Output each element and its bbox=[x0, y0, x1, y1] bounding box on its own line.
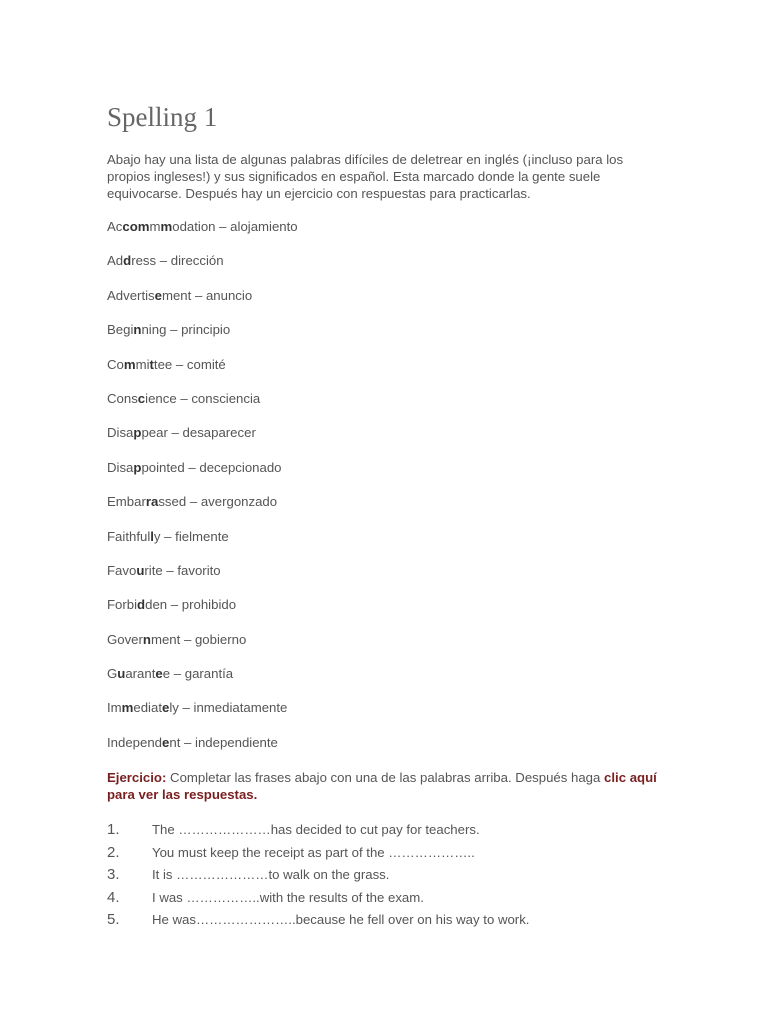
exercise-instructions: Completar las frases abajo con una de las palabras arriba. Después haga bbox=[166, 770, 605, 785]
word-item bbox=[107, 699, 298, 733]
exercise-label: Ejercicio: bbox=[107, 770, 167, 785]
question-text: I was ……………..with the results of the exam. bbox=[152, 889, 424, 905]
question-text: It is …………………to walk on the grass. bbox=[152, 867, 390, 883]
english-word bbox=[107, 460, 185, 475]
spanish-meaning: – desaparecer bbox=[167, 425, 256, 441]
word-fragment: ress bbox=[131, 253, 157, 269]
highlighted-letters: ra bbox=[145, 494, 159, 510]
question-number: 3. bbox=[107, 866, 120, 884]
word-fragment: mi bbox=[135, 356, 150, 372]
word-item bbox=[107, 631, 298, 665]
question-item bbox=[107, 910, 529, 933]
spanish-meaning: – garantía bbox=[170, 666, 234, 682]
highlighted-letters: com bbox=[122, 219, 150, 234]
word-item bbox=[107, 252, 298, 286]
spanish-meaning: – prohibido bbox=[167, 597, 237, 613]
word-item bbox=[107, 596, 298, 630]
word-fragment: e bbox=[162, 666, 171, 682]
word-fragment: ssed bbox=[158, 494, 187, 510]
highlighted-letters: d bbox=[123, 253, 132, 269]
english-word bbox=[107, 253, 156, 268]
word-fragment: m bbox=[149, 219, 161, 234]
word-fragment: Ac bbox=[107, 219, 123, 234]
word-fragment: Favo bbox=[107, 562, 137, 578]
spanish-meaning: – inmediatamente bbox=[178, 700, 288, 716]
word-fragment: ment bbox=[150, 631, 181, 647]
highlighted-letters: e bbox=[155, 666, 163, 682]
english-word bbox=[107, 391, 177, 406]
word-fragment: pear bbox=[141, 425, 168, 441]
word-fragment: odation bbox=[172, 219, 216, 234]
english-word bbox=[107, 529, 161, 544]
word-item bbox=[107, 321, 298, 355]
highlighted-letters: d bbox=[137, 597, 146, 613]
word-fragment: Independ bbox=[107, 734, 163, 750]
spanish-meaning: – consciencia bbox=[176, 390, 261, 406]
english-word bbox=[107, 632, 180, 647]
question-item bbox=[107, 843, 529, 866]
word-item bbox=[107, 218, 298, 252]
highlighted-letters: n bbox=[142, 631, 151, 647]
word-item bbox=[107, 424, 298, 458]
word-item bbox=[107, 528, 298, 562]
english-word bbox=[107, 322, 166, 337]
word-fragment: Begi bbox=[107, 322, 134, 338]
english-word bbox=[107, 666, 170, 681]
spanish-meaning: – decepcionado bbox=[184, 459, 282, 475]
english-word bbox=[107, 597, 167, 612]
question-text: The …………………has decided to cut pay for teachers. bbox=[152, 822, 480, 837]
highlighted-letters: n bbox=[133, 322, 142, 338]
spanish-meaning: – avergonzado bbox=[186, 494, 278, 510]
word-item bbox=[107, 493, 298, 527]
highlighted-letters: m bbox=[121, 700, 134, 716]
word-fragment: Disa bbox=[107, 459, 134, 475]
english-word bbox=[107, 357, 172, 372]
word-fragment: Cons bbox=[107, 390, 138, 406]
word-fragment: Ad bbox=[107, 253, 124, 269]
highlighted-letters: p bbox=[133, 459, 142, 475]
spanish-meaning: – favorito bbox=[162, 562, 221, 578]
highlighted-letters: c bbox=[137, 390, 146, 406]
word-fragment: arant bbox=[125, 666, 156, 682]
word-fragment: ly bbox=[169, 700, 179, 716]
highlighted-letters: u bbox=[117, 666, 126, 682]
question-number: 4. bbox=[107, 888, 120, 906]
highlighted-letters: e bbox=[162, 734, 170, 750]
question-text: You must keep the receipt as part of the ……………….. bbox=[152, 844, 475, 860]
highlighted-letters: p bbox=[133, 425, 142, 441]
english-word bbox=[107, 219, 216, 234]
spanish-meaning: – anuncio bbox=[191, 287, 253, 303]
question-number: 1. bbox=[107, 821, 120, 838]
highlighted-letters: t bbox=[149, 356, 154, 372]
word-fragment: den bbox=[145, 597, 168, 613]
word-fragment: Gover bbox=[107, 631, 143, 647]
exercise-questions bbox=[107, 820, 529, 933]
question-text: He was…………………..because he fell over on his way to work. bbox=[152, 912, 530, 928]
word-fragment: Im bbox=[107, 700, 122, 716]
word-fragment: Faithful bbox=[107, 528, 151, 544]
spanish-meaning: – fielmente bbox=[160, 528, 229, 544]
english-word bbox=[107, 494, 186, 509]
word-fragment: Co bbox=[107, 356, 124, 372]
spanish-meaning: – comité bbox=[172, 356, 226, 372]
word-fragment: nt bbox=[169, 734, 181, 750]
word-fragment: ience bbox=[145, 390, 177, 406]
word-fragment: ediat bbox=[133, 700, 162, 716]
word-fragment: ment bbox=[161, 287, 192, 303]
word-fragment: Advertis bbox=[107, 287, 155, 303]
word-fragment: ning bbox=[141, 322, 167, 338]
spanish-meaning: – independiente bbox=[180, 734, 278, 750]
question-item bbox=[107, 820, 529, 843]
intro-paragraph: Abajo hay una lista de algunas palabras difíciles de deletrear en inglés (¡incluso para los propios ingleses!) y sus significados en español. Esta marcado donde la gente suele equivocarse. Después hay un ejercicio con respuestas para practicarlas. bbox=[107, 152, 624, 201]
word-item bbox=[107, 665, 298, 699]
answers-link[interactable]: clic aquí para ver las respuestas. bbox=[107, 770, 657, 802]
word-fragment: G bbox=[107, 666, 118, 682]
word-fragment: Forbi bbox=[107, 597, 138, 613]
word-fragment: pointed bbox=[141, 459, 185, 475]
highlighted-letters: e bbox=[162, 700, 170, 716]
spanish-meaning: – alojamiento bbox=[215, 219, 298, 234]
highlighted-letters: m bbox=[123, 356, 136, 372]
english-word bbox=[107, 700, 179, 715]
question-number: 2. bbox=[107, 843, 120, 861]
question-item bbox=[107, 865, 529, 888]
word-item bbox=[107, 356, 298, 390]
question-item bbox=[107, 888, 529, 911]
word-fragment: Disa bbox=[107, 425, 134, 441]
spanish-meaning: – dirección bbox=[156, 253, 224, 269]
word-fragment: rite bbox=[144, 562, 163, 578]
highlighted-letters: m bbox=[160, 219, 173, 234]
word-list bbox=[107, 218, 298, 768]
english-word bbox=[107, 425, 168, 440]
word-item bbox=[107, 390, 298, 424]
english-word bbox=[107, 735, 180, 750]
spanish-meaning: – gobierno bbox=[180, 631, 247, 647]
word-fragment: Embar bbox=[107, 494, 146, 510]
page-title: Spelling 1 bbox=[107, 102, 218, 132]
highlighted-letters: l bbox=[150, 528, 154, 544]
highlighted-letters: e bbox=[154, 287, 162, 303]
word-item bbox=[107, 287, 298, 321]
question-number: 5. bbox=[107, 911, 120, 929]
word-item bbox=[107, 459, 298, 493]
spanish-meaning: – principio bbox=[166, 322, 231, 338]
english-word bbox=[107, 288, 191, 303]
word-item bbox=[107, 562, 298, 596]
word-fragment: tee bbox=[153, 356, 173, 372]
exercise-paragraph bbox=[107, 769, 667, 803]
highlighted-letters: u bbox=[136, 562, 145, 578]
word-item bbox=[107, 734, 298, 768]
english-word bbox=[107, 563, 163, 578]
word-fragment: y bbox=[153, 528, 161, 544]
